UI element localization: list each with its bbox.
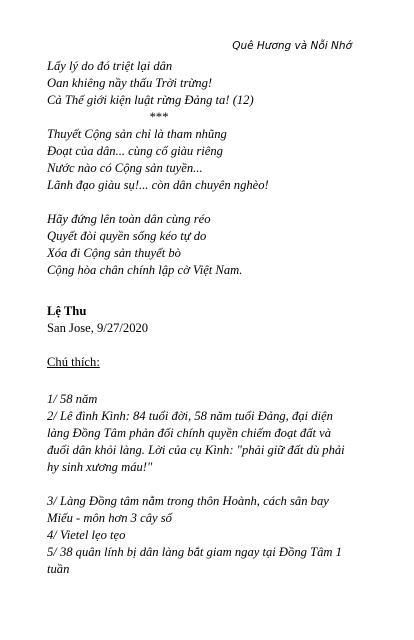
note-2-line: làng Đồng Tâm phản đối chính quyền chiếm đoạt đất và: [47, 426, 332, 440]
running-header: Quê Hương và Nỗi Nhớ: [232, 40, 352, 52]
poem-line: Xóa đi Cộng sản thuyết bò: [47, 246, 181, 260]
note-2-line: đuổi dân khỏi làng. Lời của cụ Kình: "phải giữ đất dù phải: [47, 443, 345, 457]
notes-heading: Chú thích:: [47, 355, 100, 369]
poem-line: Hãy đứng lên toàn dân cùng réo: [47, 212, 211, 226]
note-3-line: Miếu - môn hơn 3 cây số: [47, 511, 172, 525]
place-date: San Jose, 9/27/2020: [47, 321, 149, 335]
note-2-line: 2/ Lê đình Kình: 84 tuổi đời, 58 năm tuổi Đảng, đại diện: [47, 409, 333, 423]
poem-line: Lấy lý do đó triệt lại dân: [47, 59, 173, 73]
poem-line: Cả Thế giới kiện luật rừng Đảng ta! (12): [47, 93, 254, 107]
note-3-line: 3/ Làng Đồng tâm nằm trong thôn Hoành, cách sân bay: [47, 494, 329, 508]
poem-line: Nước nào có Cộng sản tuyền...: [47, 161, 203, 175]
author-name: Lệ Thu: [47, 304, 87, 318]
poem-line: Quyết đòi quyền sống kéo tự do: [47, 229, 207, 243]
poem-line: Đoạt của dân... cùng cố giàu riêng: [47, 144, 223, 158]
poem-line: Lãnh đạo giàu sụ!... còn dân chuyên nghèo!: [47, 178, 269, 192]
poem-line: Thuyết Cộng sản chỉ là tham nhũng: [47, 127, 227, 141]
note-4: 4/ Vietel lẹo tẹo: [47, 528, 126, 542]
note-5-line: 5/ 38 quân lính bị dân làng bắt giam ngay tại Đồng Tâm 1: [47, 545, 342, 559]
author-signature: [47, 303, 374, 371]
poem-line: Cộng hòa chân chính lập cờ Việt Nam.: [47, 263, 243, 277]
note-2-line: hy sinh xương máu!": [47, 460, 153, 474]
poem-line: Oan khiêng nầy thấu Trời trừng!: [47, 76, 213, 90]
footnotes: [47, 382, 374, 578]
stanza-separator: ***: [149, 110, 168, 124]
note-1: 1/ 58 năm: [47, 392, 98, 406]
note-5-line: tuần: [47, 562, 70, 576]
poem: [47, 58, 374, 279]
